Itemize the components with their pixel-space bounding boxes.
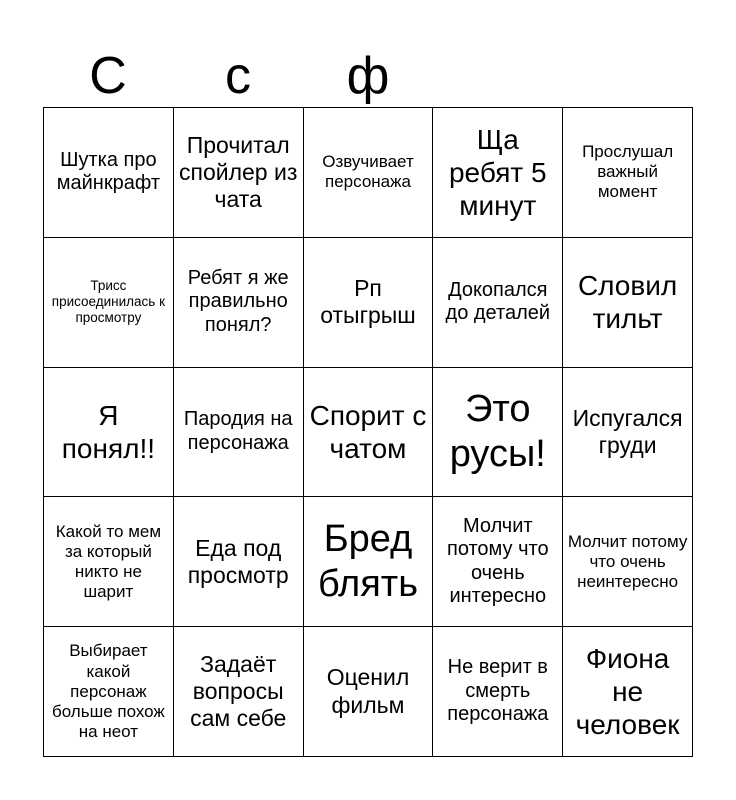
bingo-cell[interactable] xyxy=(304,108,434,238)
cell-text: Ребят я же правильно понял? xyxy=(187,266,289,336)
cell-text: Спорит с чатом xyxy=(309,399,427,464)
bingo-cell[interactable] xyxy=(304,238,434,368)
bingo-cell[interactable] xyxy=(433,108,563,238)
header-letter-1: С xyxy=(89,47,127,105)
cell-text: Трисс присоединилась к просмотру xyxy=(51,278,166,326)
bingo-cell[interactable] xyxy=(563,368,693,498)
cell-text: Это русы! xyxy=(449,388,546,475)
cell-text: Пародия на персонажа xyxy=(183,408,293,454)
cell-text: Словил тильт xyxy=(577,270,678,335)
bingo-cell[interactable] xyxy=(304,627,434,757)
header-letter-2: с xyxy=(225,47,251,105)
cell-text: Докопался до деталей xyxy=(445,278,551,325)
bingo-cell[interactable] xyxy=(563,497,693,627)
cell-text: Шутка про майнкрафт xyxy=(56,148,161,195)
cell-text: Прослушал важный момент xyxy=(582,142,674,202)
cell-text: Не верит в смерть персонажа xyxy=(447,656,549,726)
header-letter-3: ф xyxy=(346,47,390,105)
bingo-cell[interactable] xyxy=(44,497,174,627)
bingo-cell[interactable] xyxy=(433,497,563,627)
cell-text: Бред блять xyxy=(317,517,418,605)
bingo-cell[interactable] xyxy=(174,108,304,238)
bingo-grid xyxy=(43,107,693,757)
cell-text: Испугался груди xyxy=(572,404,683,458)
bingo-cell[interactable] xyxy=(433,627,563,757)
bingo-cell[interactable] xyxy=(563,238,693,368)
bingo-cell[interactable] xyxy=(174,238,304,368)
cell-text: Оценил фильм xyxy=(326,664,410,718)
cell-text: Молчит потому что очень интересно xyxy=(446,514,549,608)
bingo-header xyxy=(43,44,693,108)
bingo-cell[interactable] xyxy=(174,497,304,627)
cell-text: Я понял!! xyxy=(61,399,156,464)
cell-text: Рп отыгрыш xyxy=(320,275,416,329)
cell-text: Фиона не человек xyxy=(575,643,680,741)
cell-text: Озвучивает персонажа xyxy=(322,152,414,192)
cell-text: Еда под просмотр xyxy=(187,534,289,588)
cell-text: Какой то мем за который никто не шарит xyxy=(55,521,162,601)
bingo-cell[interactable] xyxy=(44,627,174,757)
bingo-cell[interactable] xyxy=(563,627,693,757)
bingo-cell[interactable] xyxy=(44,108,174,238)
cell-text: Молчит потому что очень неинтересно xyxy=(567,531,688,591)
bingo-cell[interactable] xyxy=(304,368,434,498)
bingo-cell[interactable] xyxy=(433,238,563,368)
cell-text: Прочитал спойлер из чата xyxy=(179,131,298,212)
cell-text: Выбирает какой персонаж больше похож на неот xyxy=(51,641,165,741)
bingo-cell[interactable] xyxy=(44,368,174,498)
cell-text: Задаёт вопросы сам себе xyxy=(190,650,287,732)
bingo-cell[interactable] xyxy=(304,497,434,627)
cell-text: Ща ребят 5 минут xyxy=(448,123,547,221)
bingo-cell[interactable] xyxy=(44,238,174,368)
bingo-cell[interactable] xyxy=(433,368,563,498)
bingo-cell[interactable] xyxy=(174,627,304,757)
bingo-cell[interactable] xyxy=(174,368,304,498)
bingo-cell[interactable] xyxy=(563,108,693,238)
